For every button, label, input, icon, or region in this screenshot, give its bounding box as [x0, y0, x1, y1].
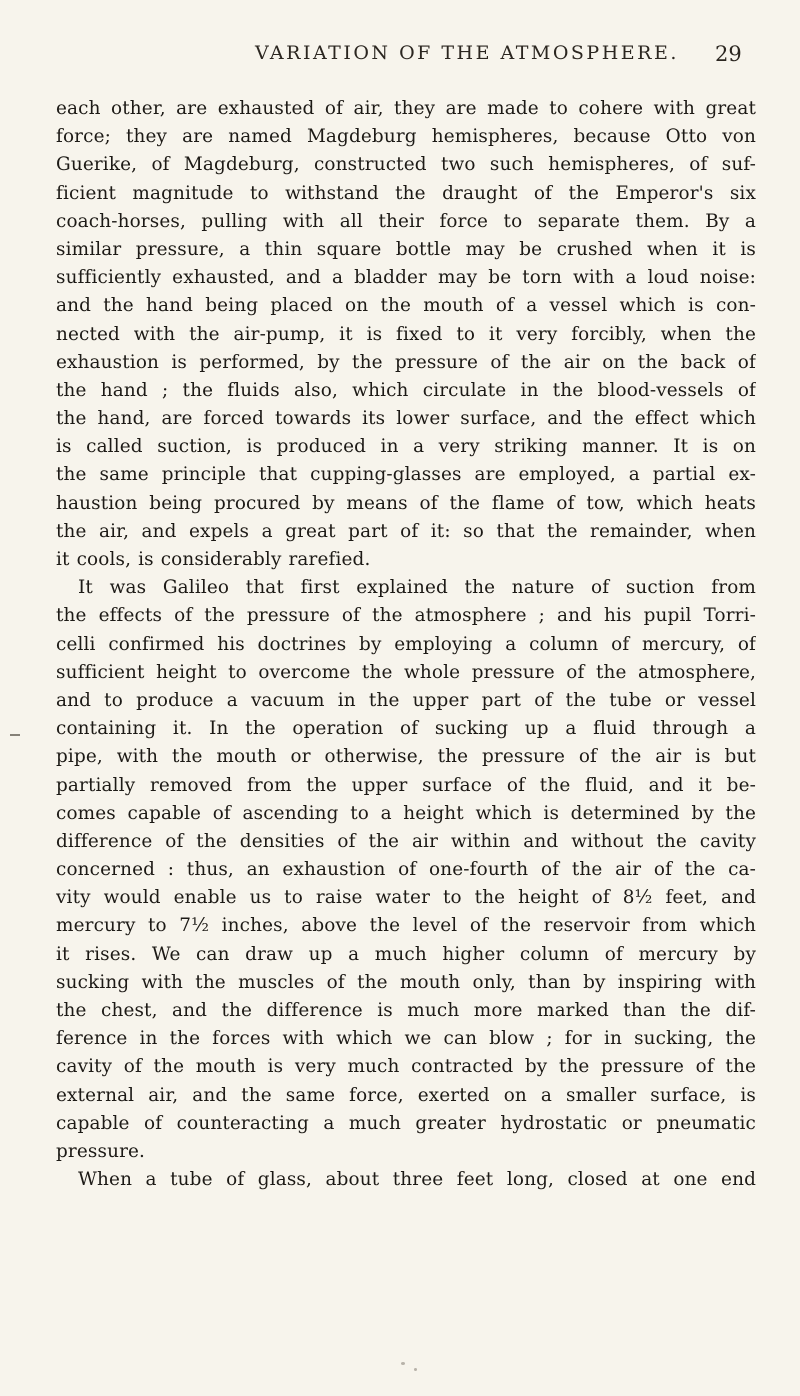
text-line: each other, are exhausted of air, they are made to cohere with great: [56, 98, 756, 119]
text-line: sufficiently exhausted, and a bladder may be torn with a loud noise:: [56, 267, 756, 289]
text-line: sufficient height to overcome the whole pressure of the atmosphere,: [56, 661, 756, 683]
text-line: is called suction, is produced in a very striking manner. It is on: [56, 436, 756, 458]
text-line: it rises. We can draw up a much higher column of mercury by: [56, 943, 756, 965]
paper-speck: [625, 640, 628, 643]
page-number: 29: [715, 42, 742, 66]
text-line: the air, and expels a great part of it: so that the remainder, when: [56, 520, 756, 542]
body-text: [56, 95, 756, 1194]
text-line: capable of counteracting a much greater hydrostatic or pneumatic: [56, 1112, 756, 1134]
text-line: haustion being procured by means of the flame of tow, which heats: [56, 492, 756, 514]
text-line: concerned : thus, an exhaustion of one-fourth of the air of the ca-: [56, 859, 756, 881]
text-line: and to produce a vacuum in the upper part of the tube or vessel: [56, 689, 756, 711]
text-line: difference of the densities of the air within and without the cavity: [56, 830, 756, 852]
text-line: force; they are named Magdeburg hemispheres, because Otto von: [56, 126, 756, 148]
text-line: the same principle that cupping-glasses are employed, a partial ex-: [56, 464, 756, 486]
paper-speck: [414, 1368, 417, 1371]
text-line: and the hand being placed on the mouth of a vessel which is con-: [56, 295, 756, 317]
text-line: mercury to 7½ inches, above the level of the reservoir from which: [56, 915, 756, 937]
margin-mark: [10, 734, 20, 736]
text-line: containing it. In the operation of sucking up a fluid through a: [56, 718, 756, 740]
text-line: pipe, with the mouth or otherwise, the pressure of the air is but: [56, 746, 756, 768]
text-line: ference in the forces with which we can blow ; for in sucking, the: [56, 1028, 756, 1050]
running-title: VARIATION OF THE ATMOSPHERE.: [255, 42, 679, 64]
text-line: nected with the air-pump, it is fixed to it very forcibly, when the: [56, 323, 756, 345]
text-line: external air, and the same force, exerted on a smaller surface, is: [56, 1084, 756, 1106]
text-line: It was Galileo that first explained the nature of suction from: [78, 577, 756, 599]
text-line: When a tube of glass, about three feet long, closed at one end: [78, 1169, 756, 1191]
text-line: partially removed from the upper surface of the fluid, and it be-: [56, 774, 756, 796]
text-line: coach-horses, pulling with all their force to separate them. By a: [56, 210, 756, 232]
text-line: sucking with the muscles of the mouth only, than by inspiring with: [56, 971, 756, 993]
text-line: ficient magnitude to withstand the draught of the Emperor's six: [56, 182, 756, 204]
text-line: pressure.: [56, 1140, 146, 1162]
paper-speck: [401, 1362, 405, 1365]
text-line: similar pressure, a thin square bottle may be crushed when it is: [56, 238, 756, 260]
text-line: it cools, is considerably rarefied.: [56, 549, 371, 570]
text-line: Guerike, of Magdeburg, constructed two such hemispheres, of suf-: [56, 154, 756, 176]
text-line: cavity of the mouth is very much contracted by the pressure of the: [56, 1056, 756, 1078]
text-line: exhaustion is performed, by the pressure of the air on the back of: [56, 351, 756, 373]
text-line: the effects of the pressure of the atmosphere ; and his pupil Torri-: [56, 605, 756, 627]
text-line: the hand ; the fluids also, which circulate in the blood-vessels of: [56, 379, 756, 401]
text-line: the hand, are forced towards its lower surface, and the effect which: [56, 408, 756, 430]
text-line: the chest, and the difference is much more marked than the dif-: [56, 1000, 756, 1021]
text-line: vity would enable us to raise water to the height of 8½ feet, and: [56, 887, 756, 909]
text-line: celli confirmed his doctrines by employing a column of mercury, of: [56, 633, 756, 655]
text-line: comes capable of ascending to a height which is determined by the: [56, 802, 756, 824]
page-header: [0, 42, 800, 82]
